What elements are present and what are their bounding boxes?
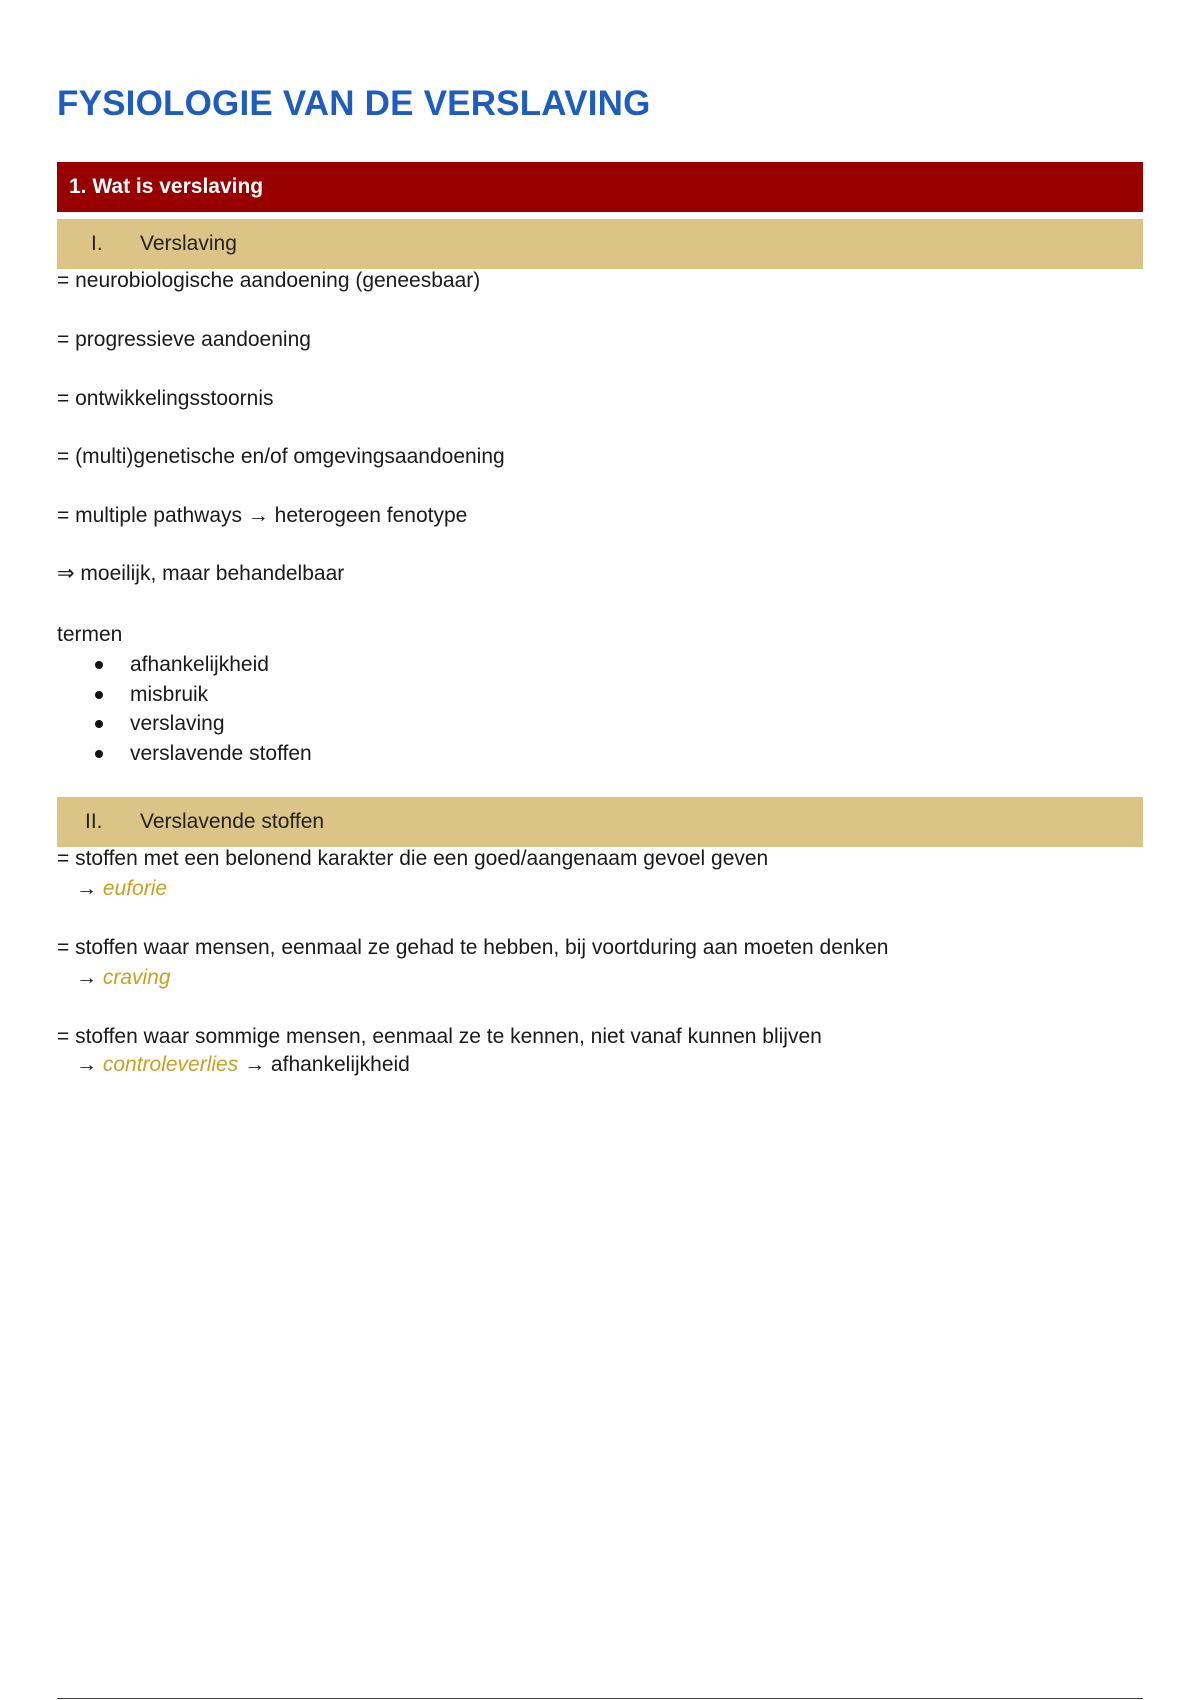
section-number: I. xyxy=(91,232,103,255)
consequence-line xyxy=(76,965,171,991)
chapter-heading: 1. Wat is verslaving xyxy=(57,162,1143,212)
terms-label: termen xyxy=(57,623,123,646)
consequence-line xyxy=(76,1052,410,1078)
keyword-controleverlies: controleverlies xyxy=(102,1053,239,1076)
document-title: FYSIOLOGIE VAN DE VERSLAVING xyxy=(57,84,651,123)
definition-line: = stoffen met een belonend karakter die een goed/aangenaam gevoel geven xyxy=(57,847,769,870)
arrow-icon: → xyxy=(76,966,97,989)
consequence-suffix: → afhankelijkheid xyxy=(244,1053,410,1076)
list-item: verslaving xyxy=(57,709,312,739)
keyword-craving: craving xyxy=(102,966,171,989)
footer-divider xyxy=(57,1698,1143,1699)
definition-line: = neurobiologische aandoening (geneesbaar) xyxy=(57,269,481,292)
list-item: verslavende stoffen xyxy=(57,739,312,769)
definition-line: = stoffen waar mensen, eenmaal ze gehad te hebben, bij voortduring aan moeten denken xyxy=(57,936,889,959)
definition-line: = ontwikkelingsstoornis xyxy=(57,387,274,410)
definition-line: = stoffen waar sommige mensen, eenmaal ze te kennen, niet vanaf kunnen blijven xyxy=(57,1025,822,1048)
definition-line: = (multi)genetische en/of omgevingsaandoening xyxy=(57,445,505,468)
consequence-line xyxy=(76,876,167,902)
definition-line: = progressieve aandoening xyxy=(57,328,311,351)
section-number: II. xyxy=(85,810,103,833)
list-item: misbruik xyxy=(57,680,312,710)
arrow-icon: → xyxy=(76,1053,97,1076)
definition-line: = multiple pathways → heterogeen fenotype xyxy=(57,504,468,527)
keyword-euforie: euforie xyxy=(102,877,168,900)
list-item: afhankelijkheid xyxy=(57,650,312,680)
arrow-icon: → xyxy=(76,877,97,900)
section-heading-verslavende-stoffen xyxy=(57,797,1143,847)
terms-list xyxy=(57,650,312,768)
section-heading-verslaving xyxy=(57,219,1143,269)
section-title: Verslaving xyxy=(140,232,237,255)
section-title: Verslavende stoffen xyxy=(140,810,325,833)
conclusion-line: ⇒ moeilijk, maar behandelbaar xyxy=(57,562,345,585)
